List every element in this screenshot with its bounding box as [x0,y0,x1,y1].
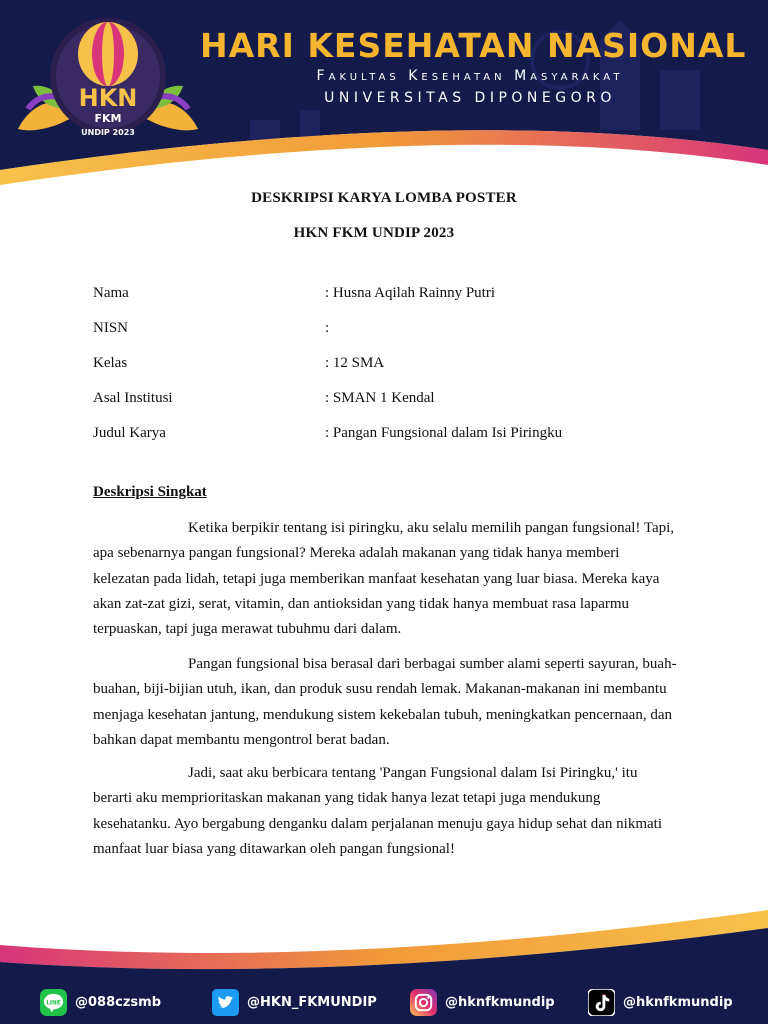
field-value: : Pangan Fungsional dalam Isi Piringku [325,425,563,441]
instagram-icon [410,989,437,1016]
field-label: Asal Institusi [93,390,173,406]
field-asal-institusi [93,390,693,410]
field-label: Kelas [93,355,128,371]
footer-banner [0,900,768,1024]
university-name: UNIVERSITAS DIPONEGORO [324,90,616,106]
field-kelas [93,355,693,375]
field-value: : Husna Aqilah Rainny Putri [325,285,495,301]
description-paragraph: Jadi, saat aku berbicara tentang 'Pangan Fungsional dalam Isi Piringku,' itu berarti aku memprioritaskan makanan yang tidak hanya lezat tetapi juga mendukung kesehatanku. Ayo bergabung denganku dalam perjalanan menuju gaya hidup sehat dan nikmati manfaat luar biasa yang ditawarkan oleh pangan fungsional! [93,765,663,857]
svg-text:LINE: LINE [46,999,61,1006]
faculty-name: Fakultas Kesehatan Masyarakat [316,68,624,84]
section-heading: Deskripsi Singkat [93,484,207,500]
field-nisn [93,320,693,340]
hkn-logo [8,14,208,154]
social-instagram[interactable] [410,987,555,1017]
field-label: Nama [93,285,129,301]
social-tiktok[interactable] [588,987,733,1017]
field-value: : 12 SMA [325,355,385,371]
svg-text:UNDIP 2023: UNDIP 2023 [81,128,135,137]
field-label: Judul Karya [93,425,166,441]
social-twitter[interactable] [212,987,377,1017]
field-value: : SMAN 1 Kendal [325,390,435,406]
field-label: NISN [93,320,129,336]
line-icon [40,989,67,1016]
svg-text:HKN: HKN [78,84,138,112]
description-paragraph: Pangan fungsional bisa berasal dari berbagai sumber alami seperti sayuran, buah-buahan, biji-bijian utuh, ikan, dan produk susu rendah lemak. Makanan-makanan ini membantu menjaga kesehatan jantung, mendukung sistem kekebalan tubuh, meningkatkan pencernaan, dan bahkan dapat membantu mengontrol berat badan. [93,656,677,748]
social-line[interactable] [40,987,161,1017]
field-value: : [325,320,330,336]
field-nama [93,285,693,305]
social-handle: @hknfkmundip [623,994,733,1010]
field-judul-karya [93,425,693,445]
document-title: DESKRIPSI KARYA LOMBA POSTER [251,190,517,206]
document-subtitle: HKN FKM UNDIP 2023 [293,225,455,241]
description-paragraph: Ketika berpikir tentang isi piringku, aku selalu memilih pangan fungsional! Tapi, apa sebenarnya pangan fungsional? Mereka adalah makanan yang tidak hanya memberi kelezatan pada lidah, tetapi juga memberikan manfaat kesehatan yang luar biasa. Mereka kaya akan zat-zat gizi, serat, vitamin, dan antioksidan yang tidak hanya membuat rasa laparmu terpuaskan, tapi juga merawat tubuhmu dari dalam. [93,520,675,638]
twitter-icon [212,989,239,1016]
tiktok-icon [588,989,615,1016]
header-banner [0,0,768,190]
social-handle: @088czsmb [75,994,161,1010]
social-handle: @hknfkmundip [445,994,555,1010]
social-handle: @HKN_FKMUNDIP [247,994,377,1010]
svg-text:FKM: FKM [94,112,122,125]
event-title: HARI KESEHATAN NASIONAL [200,26,747,65]
